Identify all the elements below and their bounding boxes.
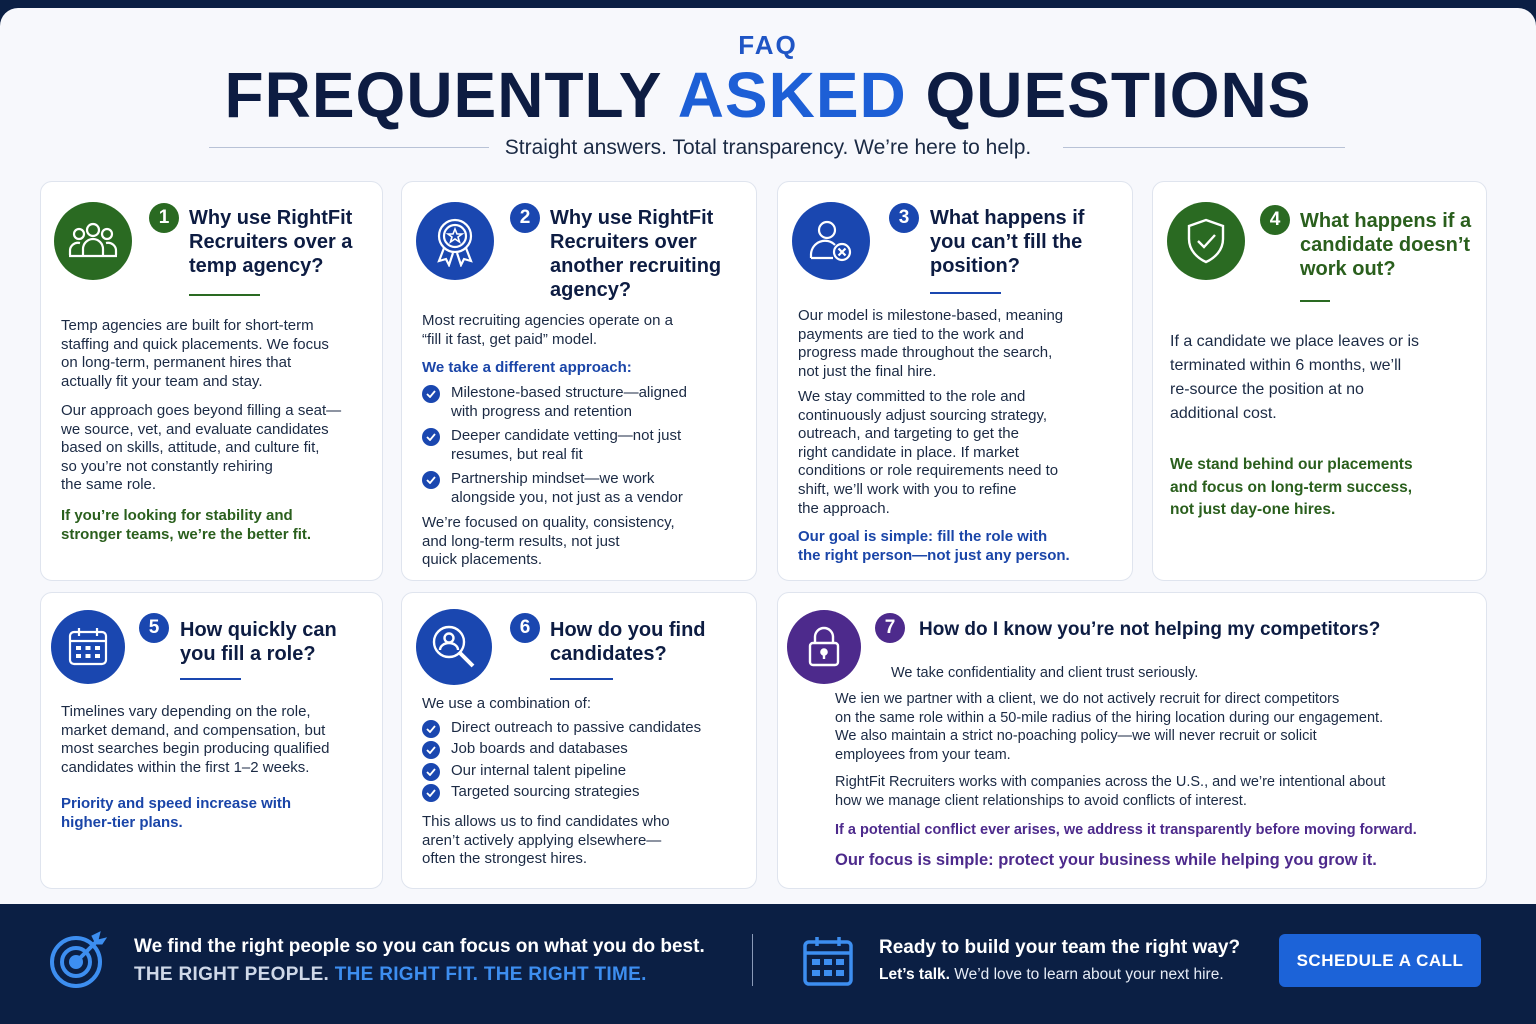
title-underline <box>550 678 613 680</box>
footer-slogan: THE RIGHT PEOPLE. THE RIGHT FIT. THE RIGHT TIME. <box>134 964 647 985</box>
list-item: Partnership mindset—we work alongside you, not just as a vendor <box>422 470 742 507</box>
title-underline <box>189 294 260 296</box>
title-underline <box>1300 300 1330 302</box>
page-subtitle: Straight answers. Total transparency. We’re here to help. <box>504 136 1032 159</box>
faq-answer-6-closing: This allows us to find candidates who aren’t actively applying elsewhere— often the strongest hires. <box>422 813 670 868</box>
faq-question-6: How do you find candidates? <box>550 619 706 665</box>
check-icon <box>422 741 440 759</box>
check-icon <box>422 720 440 738</box>
faq-card-5 <box>40 592 383 889</box>
list-item: Targeted sourcing strategies <box>422 783 742 802</box>
faq-number-5: 5 <box>139 613 169 643</box>
check-icon <box>422 763 440 781</box>
faq-question-3: What happens if you can’t fill the position? <box>930 207 1085 277</box>
faq-card-4 <box>1152 181 1487 581</box>
footer-tagline: We find the right people so you can focus on what you do best. <box>134 936 705 957</box>
title-part1: FREQUENTLY <box>224 59 662 131</box>
faq-answer-5-p1: Timelines vary depending on the role, market demand, and compensation, but most searches begin producing qualified candidates within the first 1–2 weeks. <box>61 703 330 776</box>
faq-emphasis-1: If you’re looking for stability and stronger teams, we’re the better fit. <box>61 507 312 543</box>
faq-checklist-2 <box>422 384 742 514</box>
shield-check-icon <box>1167 202 1245 280</box>
faq-subheading-2: We take a different approach: <box>422 359 632 376</box>
schedule-call-button[interactable]: SCHEDULE A CALL <box>1279 934 1481 987</box>
faq-answer-2-intro: Most recruiting agencies operate on a “fill it fast, get paid” model. <box>422 312 673 348</box>
faq-question-2: Why use RightFit Recruiters over another recruiting agency? <box>550 207 722 301</box>
list-item: Job boards and databases <box>422 740 742 759</box>
check-icon <box>422 428 440 446</box>
faq-number-2: 2 <box>510 203 540 233</box>
eyebrow: FAQ <box>738 30 798 60</box>
faq-emphasis-7: If a potential conflict ever arises, we address it transparently before moving forward. <box>835 822 1417 838</box>
faq-answer-7-intro: We take confidentiality and client trust seriously. <box>891 665 1199 681</box>
faq-question-1: Why use RightFit Recruiters over a temp agency? <box>189 207 353 277</box>
faq-emphasis-5: Priority and speed increase with higher-tier plans. <box>61 795 292 831</box>
faq-emphasis-4: We stand behind our placements and focus on long-term success, not just day-one hires. <box>1170 456 1413 518</box>
faq-answer-7-p2: RightFit Recruiters works with companies across the U.S., and we’re intentional about how we manage client relationships to avoid conflicts of interest. <box>835 774 1386 809</box>
faq-card-6 <box>401 592 757 889</box>
faq-question-5: How quickly can you fill a role? <box>180 619 337 665</box>
search-person-icon <box>416 609 492 685</box>
faq-answer-4-p1: If a candidate we place leaves or is terminated within 6 months, we’ll re-source the position at no additional cost. <box>1170 333 1420 422</box>
list-item: Deeper candidate vetting—not just resumes, but real fit <box>422 427 742 464</box>
title-part2: QUESTIONS <box>925 59 1312 131</box>
faq-answer-2-closing: We’re focused on quality, consistency, and long-term results, not just quick placements. <box>422 514 675 569</box>
faq-emphasis-3: Our goal is simple: fill the role with the right person—not just any person. <box>798 528 1070 564</box>
faq-number-4: 4 <box>1260 205 1290 235</box>
faq-answer-3-p2: We stay committed to the role and continuously adjust sourcing strategy, outreach, and targeting to get the right candidate in place. If market conditions or role requirements need to shift, we’ll work with you to refine the approach. <box>798 388 1059 517</box>
user-x-icon <box>792 202 870 280</box>
faq-answer-3-p1: Our model is milestone-based, meaning payments are tied to the work and progress made throughout the search, not just the final hire. <box>798 307 1064 380</box>
page-title <box>0 58 1536 132</box>
list-item: Milestone-based structure—aligned with progress and retention <box>422 384 742 421</box>
check-icon <box>422 385 440 403</box>
faq-answer-7-p1: We ien we partner with a client, we do not actively recruit for direct competitors on the same role within a 50-mile radius of the hiring location during our engagement. We also maintain a strict no-poaching policy—we will never recruit or solicit employees from your team. <box>835 691 1384 763</box>
target-icon <box>48 930 108 990</box>
list-item: Direct outreach to passive candidates <box>422 719 742 738</box>
footer-cta-sub: Let’s talk. We’d love to learn about your next hire. <box>879 966 1224 983</box>
title-underline <box>930 292 1001 294</box>
calendar-icon <box>51 610 125 684</box>
title-underline <box>180 678 241 680</box>
faq-card-2 <box>401 181 757 581</box>
footer-cta-heading: Ready to build your team the right way? <box>879 937 1241 958</box>
faq-card-3 <box>777 181 1133 581</box>
check-icon <box>422 784 440 802</box>
faq-card-1 <box>40 181 383 581</box>
faq-number-3: 3 <box>889 203 919 233</box>
faq-question-7: How do I know you’re not helping my competitors? <box>919 619 1381 640</box>
faq-answer-1-p2: Our approach goes beyond filling a seat— we source, vet, and evaluate candidates based on skills, attitude, and culture fit, so you’re not constantly rehiring the same role. <box>61 402 342 494</box>
lock-icon <box>787 610 861 684</box>
team-icon <box>54 202 132 280</box>
list-item: Our internal talent pipeline <box>422 762 742 781</box>
faq-answer-6-intro: We use a combination of: <box>422 695 591 712</box>
faq-checklist-6 <box>422 719 742 805</box>
title-accent: ASKED <box>677 59 907 131</box>
faq-number-7: 7 <box>875 613 905 643</box>
footer-calendar-icon <box>801 934 855 988</box>
faq-number-6: 6 <box>510 613 540 643</box>
faq-card-7 <box>777 592 1487 889</box>
check-icon <box>422 471 440 489</box>
faq-question-4: What happens if a candidate doesn’t work out? <box>1300 210 1472 280</box>
award-ribbon-icon <box>416 202 494 280</box>
footer-divider <box>752 934 753 986</box>
faq-closing-7: Our focus is simple: protect your business while helping you grow it. <box>835 851 1377 869</box>
faq-answer-1-p1: Temp agencies are built for short-term staffing and quick placements. We focus on long-term, permanent hires that actually fit your team and stay. <box>61 317 329 390</box>
faq-number-1: 1 <box>149 203 179 233</box>
